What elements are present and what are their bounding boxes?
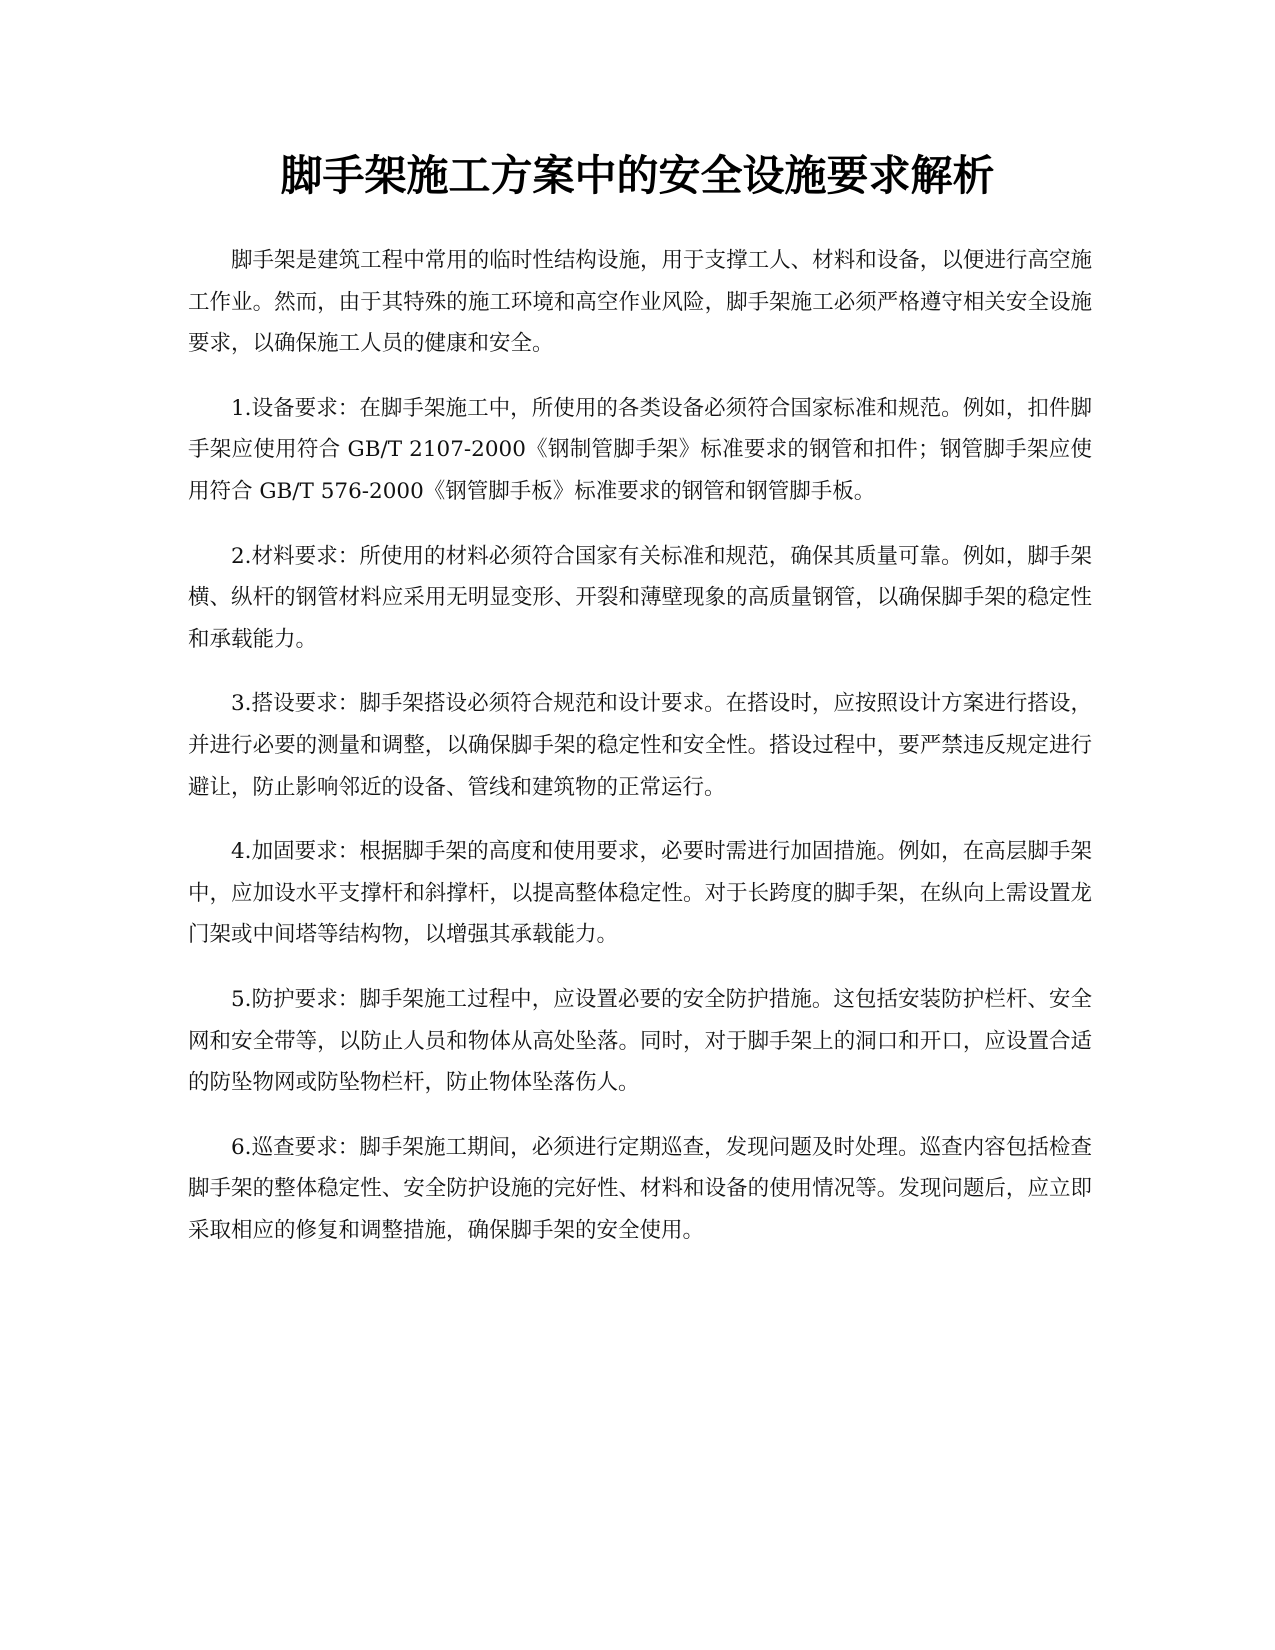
inspection-requirements-paragraph: 6.巡查要求：脚手架施工期间，必须进行定期巡查，发现问题及时处理。巡查内容包括检查脚手架的整体稳定性、安全防护设施的完好性、材料和设备的使用情况等。发现问题后，应立即采取相应的修复和调整措施，确保脚手架的安全使用。 bbox=[188, 1134, 1092, 1243]
equipment-requirements-paragraph: 1.设备要求：在脚手架施工中，所使用的各类设备必须符合国家标准和规范。例如，扣件脚手架应使用符合 GB/T 2107-2000《钢制管脚手架》标准要求的钢管和扣件；钢管脚手架应使用符合 GB/T 576-2000《钢管脚手板》标准要求的钢管和钢管脚手板。 bbox=[188, 395, 1092, 504]
protection-requirements-paragraph: 5.防护要求：脚手架施工过程中，应设置必要的安全防护措施。这包括安装防护栏杆、安全网和安全带等，以防止人员和物体从高处坠落。同时，对于脚手架上的洞口和开口，应设置合适的防坠物网或防坠物栏杆，防止物体坠落伤人。 bbox=[188, 986, 1092, 1096]
document-title: 脚手架施工方案中的安全设施要求解析 bbox=[280, 151, 995, 200]
reinforcement-requirements-paragraph: 4.加固要求：根据脚手架的高度和使用要求，必要时需进行加固措施。例如，在高层脚手架中，应加设水平支撑杆和斜撑杆，以提高整体稳定性。对于长跨度的脚手架，在纵向上需设置龙门架或中间塔等结构物，以增强其承载能力。 bbox=[188, 839, 1092, 948]
document-body bbox=[188, 240, 1092, 1274]
erection-requirements-paragraph: 3.搭设要求：脚手架搭设必须符合规范和设计要求。在搭设时，应按照设计方案进行搭设，并进行必要的测量和调整，以确保脚手架的稳定性和安全性。搭设过程中，要严禁违反规定进行避让，防止影响邻近的设备、管线和建筑物的正常运行。 bbox=[188, 691, 1092, 800]
material-requirements-paragraph: 2.材料要求：所使用的材料必须符合国家有关标准和规范，确保其质量可靠。例如，脚手架横、纵杆的钢管材料应采用无明显变形、开裂和薄壁现象的高质量钢管，以确保脚手架的稳定性和承载能力。 bbox=[188, 543, 1092, 652]
intro-paragraph: 脚手架是建筑工程中常用的临时性结构设施，用于支撑工人、材料和设备，以便进行高空施工作业。然而，由于其特殊的施工环境和高空作业风险，脚手架施工必须严格遵守相关安全设施要求，以确保施工人员的健康和安全。 bbox=[188, 248, 1092, 357]
